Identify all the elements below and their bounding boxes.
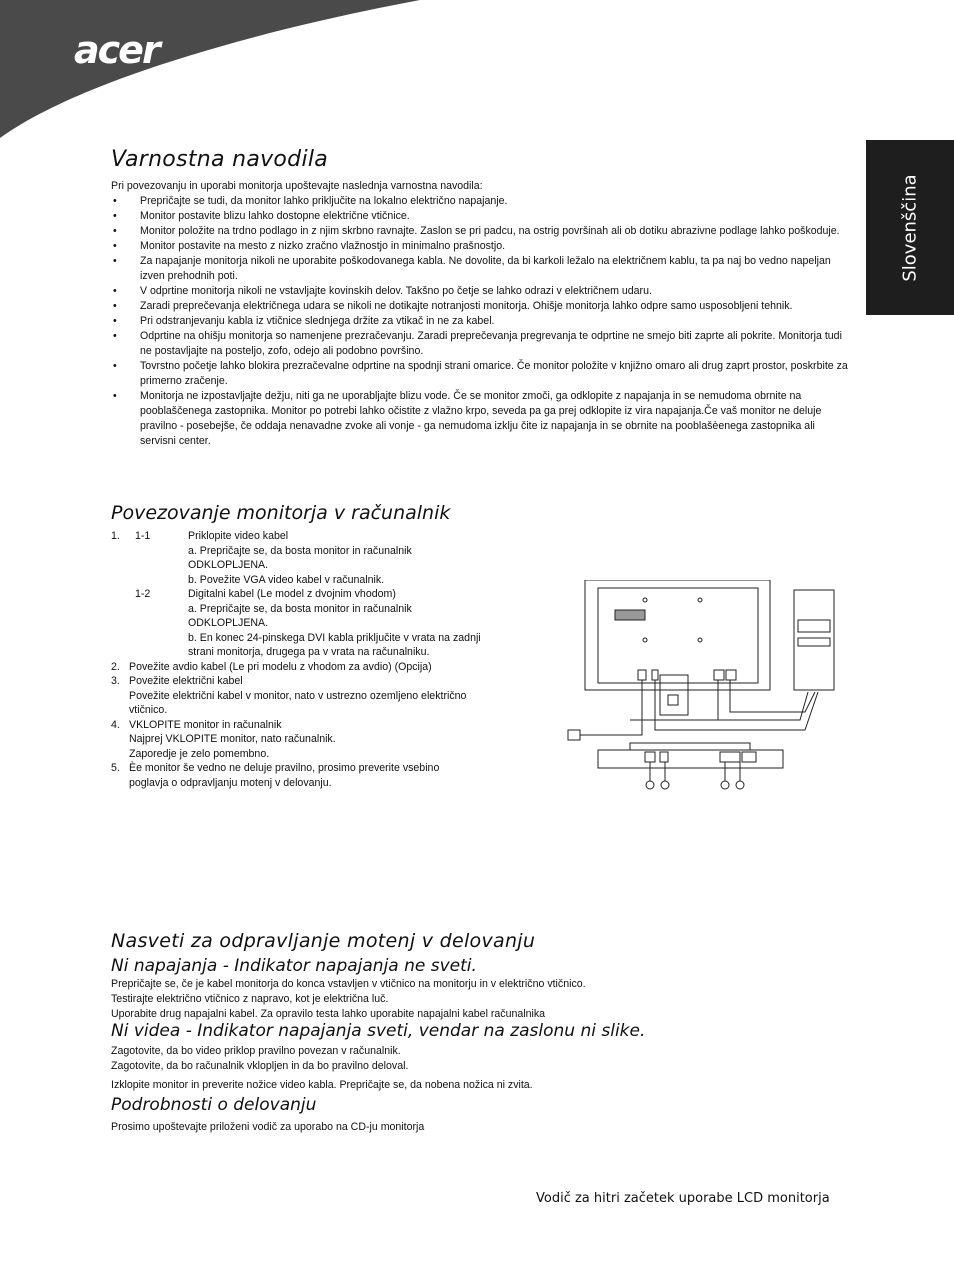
step-line: b. En konec 24-pinskega DVI kabla priključite v vrata na zadnji	[188, 631, 481, 644]
step-line: poglavja o odpravljanju motenj v delovanju.	[129, 776, 332, 789]
step-number: 5.	[111, 762, 120, 774]
list-item: • Monitor postavite na mesto z nizko zračno vlažnostjo in minimalno prašnostjo.	[111, 239, 850, 254]
list-item: • Odprtine na ohišju monitorja so namenjene prezračevanju. Zaradi preprečevanja pregrevanja te odprtine ne smejo biti zaprte ali pokrite. Monitorja tudi ne postavljajte na posteljo, zofo, odejo ali podobno površino.	[111, 329, 850, 359]
step-title: Povežite električni kabel	[129, 675, 243, 687]
trouble-line: Testirajte električno vtičnico z napravo, kot je električna luč.	[111, 993, 389, 1005]
list-item: • Tovrstno početje lahko blokira prezračevalne odprtine na spodnji strani omarice. Če monitor položite v knjižno omaro ali drug zaprt prostor, poskrbite za primerno zračenje.	[111, 359, 850, 389]
step-number: 4.	[111, 718, 120, 731]
step-line: ODKLOPLJENA.	[188, 559, 269, 571]
step-title: Digitalni kabel (Le model z dvojnim vhodom)	[188, 588, 396, 600]
step-number: 2.	[111, 660, 120, 673]
step-line: a. Prepričajte se, da bosta monitor in računalnik	[188, 544, 412, 557]
safety-intro: Pri povezovanju in uporabi monitorja upoštevajte naslednja varnostna navodila:	[111, 180, 483, 192]
list-item: • Monitor položite na trdno podlago in z njim skrbno ravnajte. Zaslon se pri padcu, na ostrig površinah ali ob dotiku abrazivne podlage lahko poškoduje.	[111, 224, 850, 239]
step-line: b. Povežite VGA video kabel v računalnik.	[188, 573, 385, 586]
step-title: Povežite avdio kabel (Le pri modelu z vhodom za avdio) (Opcija)	[129, 660, 432, 673]
trouble-p3-title: Podrobnosti o delovanju	[111, 1095, 317, 1115]
trouble-line: Uporabite drug napajalni kabel. Za opravilo testa lahko uporabite napajalni kabel računalnika	[111, 1008, 546, 1020]
safety-title: Varnostna navodila	[111, 147, 329, 172]
trouble-line: Izklopite monitor in preverite nožice video kabla. Prepričajte se, da nobena nožica ni zvita.	[111, 1079, 533, 1091]
trouble-line: Prepričajte se, če je kabel monitorja do konca vstavljen v vtičnico na monitorju in v električno vtičnico.	[111, 978, 586, 990]
step-line: Najprej VKLOPITE monitor, nato računalnik.	[129, 733, 336, 745]
connect-title: Povezovanje monitorja v računalnik	[111, 502, 451, 524]
list-item: • Monitor postavite blizu lahko dostopne električne vtičnice.	[111, 209, 850, 224]
trouble-title: Nasveti za odpravljanje motenj v delovanju	[111, 930, 536, 952]
trouble-line: Zagotovite, da bo video priklop pravilno povezan v računalnik.	[111, 1045, 401, 1057]
list-item: • Monitorja ne izpostavljajte dežju, niti ga ne uporabljajte blizu vode. Če se monitor zmoči, ga odklopite z napajanja in se nemudoma obrnite na pooblaščenega zastopnika. Monitor po potrebi lahko očistite z vlažno krpo, seveda pa ga prej odklopite iz vira napajanja.Če vaš monitor ne deluje pravilno - posebejše, če oddaja nenavadne zvoke ali vonje - ga nemudoma izklju čite iz napajanja in se obrnite na pooblašèenega zastopnika ali servisni center.	[111, 389, 850, 449]
step-number: 1-2	[135, 588, 151, 600]
step-number: 1-1	[135, 530, 151, 542]
connect-steps	[111, 529, 531, 790]
step-line: a. Prepričajte se, da bosta monitor in računalnik	[188, 602, 412, 615]
list-item: • Prepričajte se tudi, da monitor lahko priključite na lokalno električno napajanje.	[111, 194, 850, 209]
list-item: • V odprtine monitorja nikoli ne vstavljajte kovinskih delov. Takšno po četje se lahko odrazi v električnem udaru.	[111, 284, 850, 299]
connection-diagram	[560, 580, 855, 795]
step-line: ODKLOPLJENA.	[188, 617, 269, 629]
step-title: Priklopite video kabel	[188, 530, 289, 542]
step-line: Zaporedje je zelo pomembno.	[129, 747, 270, 760]
list-item: • Za napajanje monitorja nikoli ne uporabite poškodovanega kabla. Ne dovolite, da bi karkoli ležalo na električnem kablu, ta pa naj bo vedno napeljan izven prehodnih poti.	[111, 254, 850, 284]
trouble-p2-title: Ni videa - Indikator napajanja sveti, vendar na zaslonu ni slike.	[111, 1021, 646, 1041]
trouble-p3-text: Prosimo upoštevajte priloženi vodič za uporabo na CD-ju monitorja	[111, 1121, 425, 1133]
step-line: vtičnico.	[129, 704, 168, 716]
trouble-p1-title: Ni napajanja - Indikator napajanja ne sveti.	[111, 956, 477, 976]
trouble-p1-body	[111, 977, 586, 1022]
safety-list	[111, 194, 850, 449]
language-label: Slovenščina	[899, 173, 921, 282]
step-title: Èe monitor še vedno ne deluje pravilno, prosimo preverite vsebino	[129, 762, 440, 774]
acer-logo: acer	[74, 28, 159, 72]
list-item: • Pri odstranjevanju kabla iz vtičnice slednjega držite za vtikač in ne za kabel.	[111, 314, 850, 329]
list-item: • Zaradi preprečevanja električnega udara se nikoli ne dotikajte notranjosti monitorja. Ohišje monitorja lahko odpre samo usposobljeni tehnik.	[111, 299, 850, 314]
trouble-p2-body	[111, 1044, 533, 1093]
trouble-line: Zagotovite, da bo računalnik vklopljen in da bo pravilno deloval.	[111, 1060, 409, 1072]
step-line: strani monitorja, drugega pa v vrata na računalniku.	[188, 646, 430, 658]
step-number: 3.	[111, 675, 120, 687]
safety-body	[111, 179, 850, 449]
step-line: Povežite električni kabel v monitor, nato v ustrezno ozemljeno električno	[129, 689, 467, 702]
step-title: VKLOPITE monitor in računalnik	[129, 718, 282, 731]
step-number: 1.	[111, 530, 120, 542]
footer-text: Vodič za hitri začetek uporabe LCD monitorja	[536, 1191, 830, 1206]
language-tab	[866, 140, 954, 315]
